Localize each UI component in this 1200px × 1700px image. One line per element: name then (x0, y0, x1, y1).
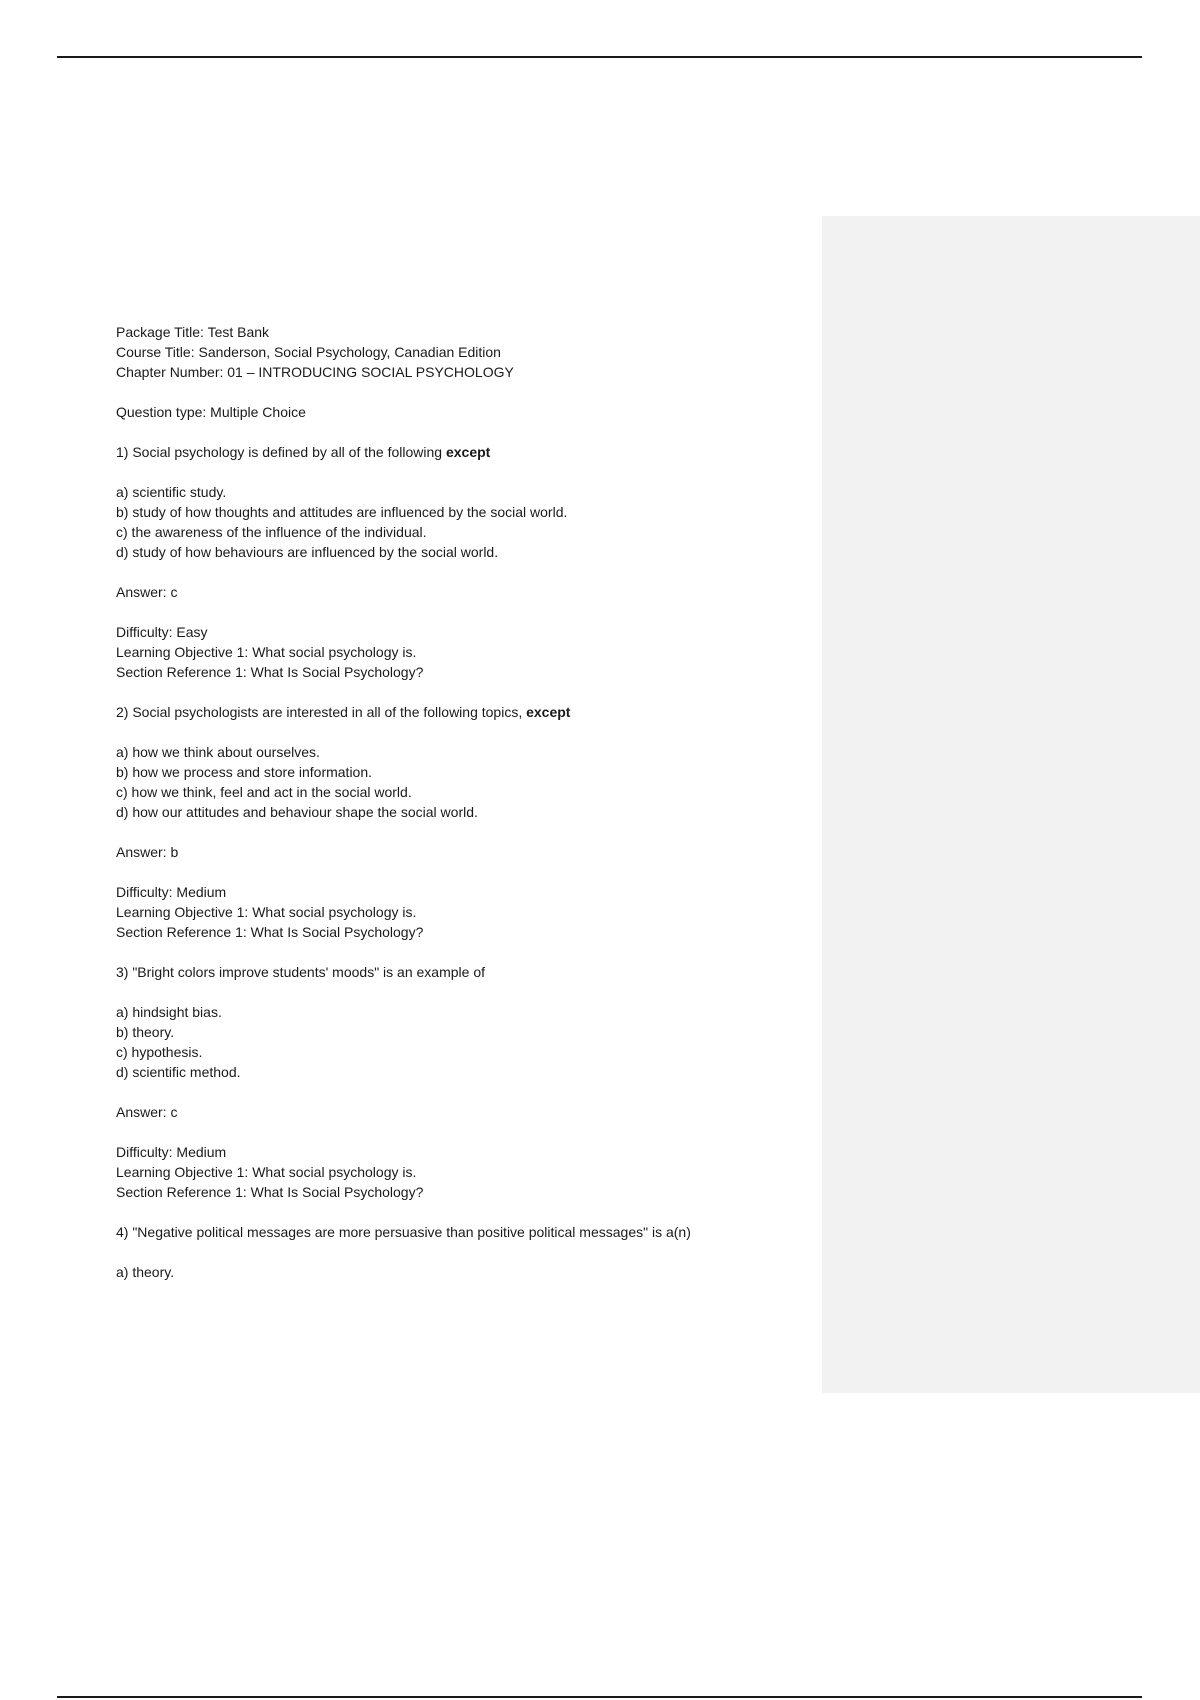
answer-option: b) theory. (116, 1024, 175, 1040)
chapter-number: Chapter Number: 01 – INTRODUCING SOCIAL PSYCHOLOGY (116, 364, 514, 380)
answer-option: c) the awareness of the influence of the individual. (116, 524, 427, 540)
answer-key: Answer: b (116, 844, 179, 860)
section-reference: Section Reference 1: What Is Social Psychology? (116, 1184, 424, 1200)
question-type: Question type: Multiple Choice (116, 404, 306, 420)
answer-option: b) how we process and store information. (116, 764, 373, 780)
document-body (116, 322, 806, 1282)
question-stem: 4) "Negative political messages are more persuasive than positive political messages" is a(n) (116, 1224, 691, 1240)
learning-objective: Learning Objective 1: What social psychology is. (116, 904, 417, 920)
question-stem: 2) Social psychologists are interested in all of the following topics, except (116, 704, 571, 720)
answer-option: d) scientific method. (116, 1064, 241, 1080)
question-stem: 3) "Bright colors improve students' moods" is an example of (116, 964, 485, 980)
course-title: Course Title: Sanderson, Social Psychology, Canadian Edition (116, 344, 501, 360)
answer-option: d) study of how behaviours are influenced by the social world. (116, 544, 499, 560)
answer-option: d) how our attitudes and behaviour shape the social world. (116, 804, 478, 820)
answer-option: a) scientific study. (116, 484, 227, 500)
comment-margin-pane (822, 216, 1200, 1393)
difficulty: Difficulty: Medium (116, 1144, 227, 1160)
package-title: Package Title: Test Bank (116, 324, 270, 340)
top-rule (57, 56, 1142, 58)
stem-emphasis: except (445, 444, 491, 460)
answer-option: a) hindsight bias. (116, 1004, 222, 1020)
learning-objective: Learning Objective 1: What social psychology is. (116, 644, 417, 660)
answer-option: a) how we think about ourselves. (116, 744, 320, 760)
difficulty: Difficulty: Medium (116, 884, 227, 900)
answer-option: b) study of how thoughts and attitudes are influenced by the social world. (116, 504, 568, 520)
answer-option: c) how we think, feel and act in the social world. (116, 784, 412, 800)
answer-key: Answer: c (116, 1104, 178, 1120)
stem-emphasis: except (526, 704, 571, 720)
section-reference: Section Reference 1: What Is Social Psychology? (116, 924, 424, 940)
difficulty: Difficulty: Easy (116, 624, 208, 640)
answer-key: Answer: c (116, 584, 178, 600)
learning-objective: Learning Objective 1: What social psychology is. (116, 1164, 417, 1180)
question-stem: 1) Social psychology is defined by all of the following except (116, 444, 491, 460)
answer-option: c) hypothesis. (116, 1044, 203, 1060)
bottom-rule (57, 1696, 1142, 1698)
answer-option: a) theory. (116, 1264, 175, 1280)
section-reference: Section Reference 1: What Is Social Psychology? (116, 664, 424, 680)
